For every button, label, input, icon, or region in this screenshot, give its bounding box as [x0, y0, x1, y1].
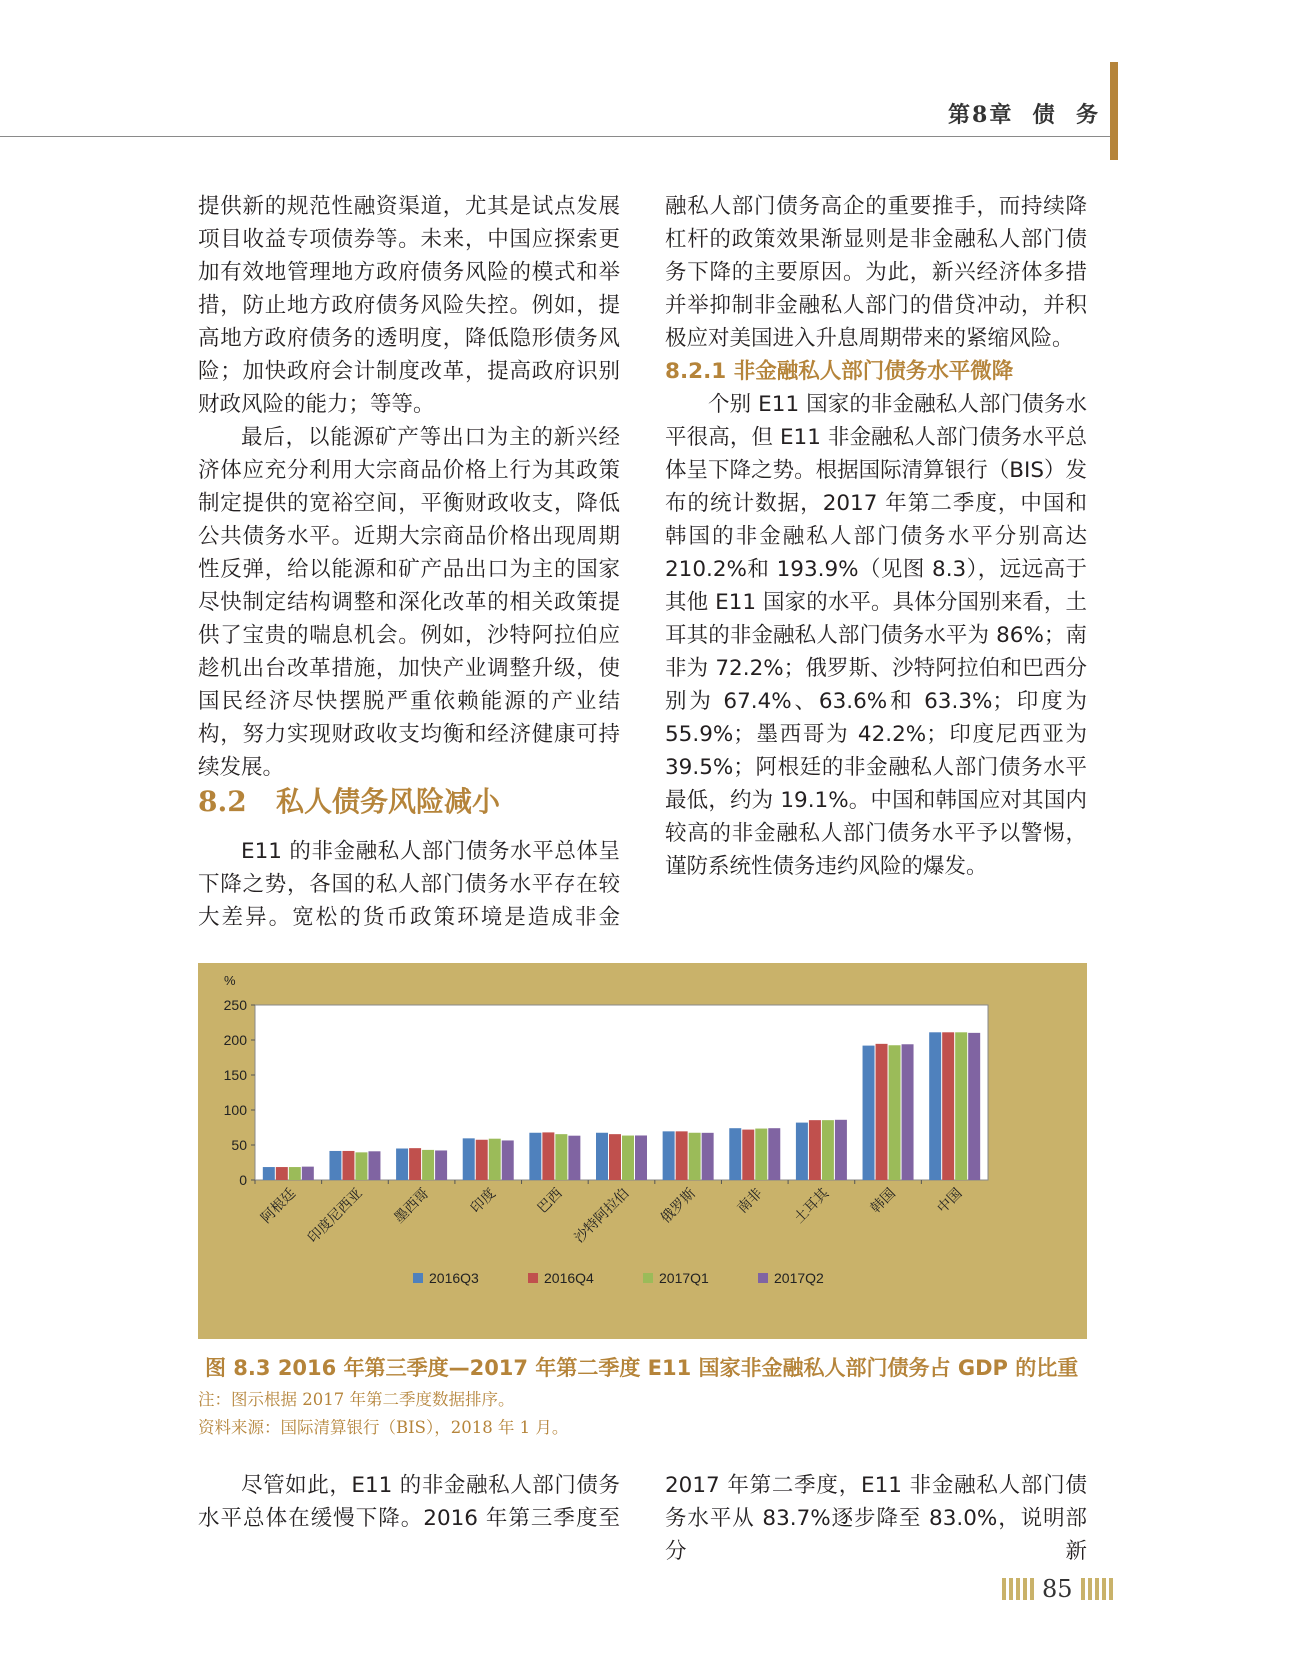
- y-tick-label: 150: [223, 1067, 247, 1083]
- y-tick-label: 0: [239, 1172, 247, 1188]
- bar: [768, 1128, 780, 1180]
- left-column-lower: [198, 835, 620, 934]
- bar: [463, 1138, 475, 1180]
- bar: [929, 1032, 941, 1180]
- bar: [396, 1149, 408, 1181]
- bar: [663, 1131, 675, 1180]
- legend-swatch: [528, 1273, 538, 1283]
- bottom-left-column: [198, 1469, 620, 1535]
- figure-caption: 图 8.3 2016 年第三季度—2017 年第二季度 E11 国家非金融私人部门债务占 GDP 的比重: [205, 1356, 1079, 1380]
- legend-label: 2017Q2: [774, 1270, 824, 1286]
- section-heading-8-2: 8.2 私人债务风险减小: [198, 785, 500, 818]
- figure-source: 资料来源：国际清算银行（BIS），2018 年 1 月。: [198, 1418, 569, 1437]
- bar: [609, 1134, 621, 1180]
- bar: [489, 1139, 501, 1180]
- legend-swatch: [413, 1273, 423, 1283]
- bottom-right-para: 2017 年第二季度，E11 非金融私人部门债务水平从 83.7%逐步降至 83.0%，说明部分新: [665, 1473, 1087, 1564]
- bar: [502, 1140, 514, 1180]
- y-tick-label: 100: [223, 1102, 247, 1118]
- bar: [635, 1135, 647, 1180]
- bar: [622, 1136, 634, 1180]
- bar: [942, 1032, 954, 1180]
- folio-stripes-right: [1081, 1578, 1113, 1600]
- bar: [555, 1134, 567, 1180]
- bar: [676, 1131, 688, 1180]
- bar: [422, 1150, 434, 1180]
- x-tick-label: 沙特阿拉伯: [571, 1185, 633, 1247]
- bar: [368, 1151, 380, 1180]
- page-number: 85: [1042, 1575, 1073, 1603]
- bar: [835, 1120, 847, 1180]
- bar: [809, 1120, 821, 1180]
- bar-chart: [198, 963, 1087, 1339]
- legend-label: 2016Q3: [429, 1270, 479, 1286]
- x-tick-label: 俄罗斯: [657, 1185, 699, 1227]
- right-para-2: 个别 E11 国家的非金融私人部门债务水平很高，但 E11 非金融私人部门债务水平总体呈下降之势。根据国际清算银行（BIS）发布的统计数据，2017 年第二季度，中国和韩国的非金融私人部门债务水平分别高达 210.2%和 193.9%（见图 8.3），远远高于其他 E11 国家的水平。具体分国别来看，土耳其的非金融私人部门债务水平为 86%；南非为 72.2%；俄罗斯、沙特阿拉伯和巴西分别为 67.4%、63.6%和 63.3%；印度为 55.9%；墨西哥为 42.2%；印度尼西亚为 39.5%；阿根廷的非金融私人部门债务水平最低，约为 19.1%。中国和韩国应对其国内较高的非金融私人部门债务水平予以警惕，谨防系统性债务违约风险的爆发。: [665, 392, 1087, 879]
- bar: [796, 1123, 808, 1180]
- bar: [755, 1129, 767, 1180]
- bar: [729, 1128, 741, 1180]
- right-para-1: 融私人部门债务高企的重要推手，而持续降杠杆的政策效果渐显则是非金融私人部门债务下降的主要原因。为此，新兴经济体多措并举抑制非金融私人部门的借贷冲动，并积极应对美国进入升息周期带来的紧缩风险。: [665, 194, 1087, 351]
- bar: [889, 1045, 901, 1180]
- bar: [529, 1133, 541, 1180]
- x-tick-label: 韩国: [867, 1185, 899, 1217]
- bar: [596, 1133, 608, 1180]
- legend-label: 2017Q1: [659, 1270, 709, 1286]
- bar: [476, 1140, 488, 1180]
- x-tick-label: 印度尼西亚: [304, 1185, 366, 1247]
- bar: [742, 1130, 754, 1180]
- bar: [876, 1044, 888, 1180]
- bar: [342, 1151, 354, 1180]
- x-tick-label: 阿根廷: [258, 1185, 300, 1227]
- y-tick-label: 50: [231, 1137, 247, 1153]
- y-unit-label: %: [224, 973, 236, 988]
- bar: [822, 1120, 834, 1180]
- legend-swatch: [758, 1273, 768, 1283]
- y-tick-label: 250: [223, 997, 247, 1013]
- bar: [263, 1167, 275, 1180]
- legend-label: 2016Q4: [544, 1270, 594, 1286]
- x-tick-label: 巴西: [534, 1185, 566, 1217]
- running-head: 第8章 债 务: [948, 102, 1100, 128]
- folio-stripes-left: [1002, 1578, 1034, 1600]
- page-folio: [1002, 1576, 1113, 1602]
- bar: [289, 1167, 301, 1180]
- bottom-right-column: [665, 1469, 1087, 1568]
- bar: [568, 1136, 580, 1180]
- bar: [955, 1032, 967, 1180]
- bar: [968, 1033, 980, 1180]
- bar: [302, 1167, 314, 1180]
- x-tick-label: 南非: [734, 1185, 766, 1217]
- figure-8-3: [198, 963, 1087, 1339]
- bottom-left-para: 尽管如此，E11 的非金融私人部门债务水平总体在缓慢下降。2016 年第三季度至: [198, 1473, 620, 1531]
- bar: [276, 1167, 288, 1180]
- bar: [702, 1133, 714, 1180]
- subsection-heading-8-2-1: 8.2.1 非金融私人部门债务水平微降: [665, 359, 1014, 384]
- x-tick-label: 墨西哥: [391, 1185, 433, 1227]
- bar: [435, 1150, 447, 1180]
- y-tick-label: 200: [223, 1032, 247, 1048]
- bar: [863, 1046, 875, 1180]
- left-para-1: 提供新的规范性融资渠道，尤其是试点发展项目收益专项债券等。未来，中国应探索更加有效地管理地方政府债务风险的模式和举措，防止地方政府债务风险失控。例如，提高地方政府债务的透明度，降低隐形债务风险；加快政府会计制度改革，提高政府识别财政风险的能力；等等。: [198, 194, 620, 417]
- figure-note: 注：图示根据 2017 年第二季度数据排序。: [198, 1390, 515, 1409]
- legend-swatch: [643, 1273, 653, 1283]
- left-para-2: 最后，以能源矿产等出口为主的新兴经济体应充分利用大宗商品价格上行为其政策制定提供的宽裕空间，平衡财政收支，降低公共债务水平。近期大宗商品价格出现周期性反弹，给以能源和矿产品出口为主的国家尽快制定结构调整和深化改革的相关政策提供了宝贵的喘息机会。例如，沙特阿拉伯应趁机出台改革措施，加快产业调整升级，使国民经济尽快摆脱严重依赖能源的产业结构，努力实现财政收支均衡和经济健康可持续发展。: [198, 425, 620, 780]
- bar: [902, 1044, 914, 1180]
- left-para-3: E11 的非金融私人部门债务水平总体呈下降之势，各国的私人部门债务水平存在较大差异。宽松的货币政策环境是造成非金: [198, 839, 620, 930]
- header-accent-bar: [1110, 62, 1118, 160]
- bar: [329, 1151, 341, 1180]
- bar: [542, 1132, 554, 1180]
- left-column: [198, 190, 620, 784]
- header-rule: [0, 136, 1118, 137]
- bar: [355, 1152, 367, 1180]
- x-tick-label: 印度: [467, 1185, 500, 1217]
- bar: [409, 1148, 421, 1180]
- right-column: [665, 190, 1087, 883]
- x-tick-label: 中国: [934, 1185, 966, 1217]
- x-tick-label: 土耳其: [791, 1185, 833, 1227]
- bar: [689, 1133, 701, 1180]
